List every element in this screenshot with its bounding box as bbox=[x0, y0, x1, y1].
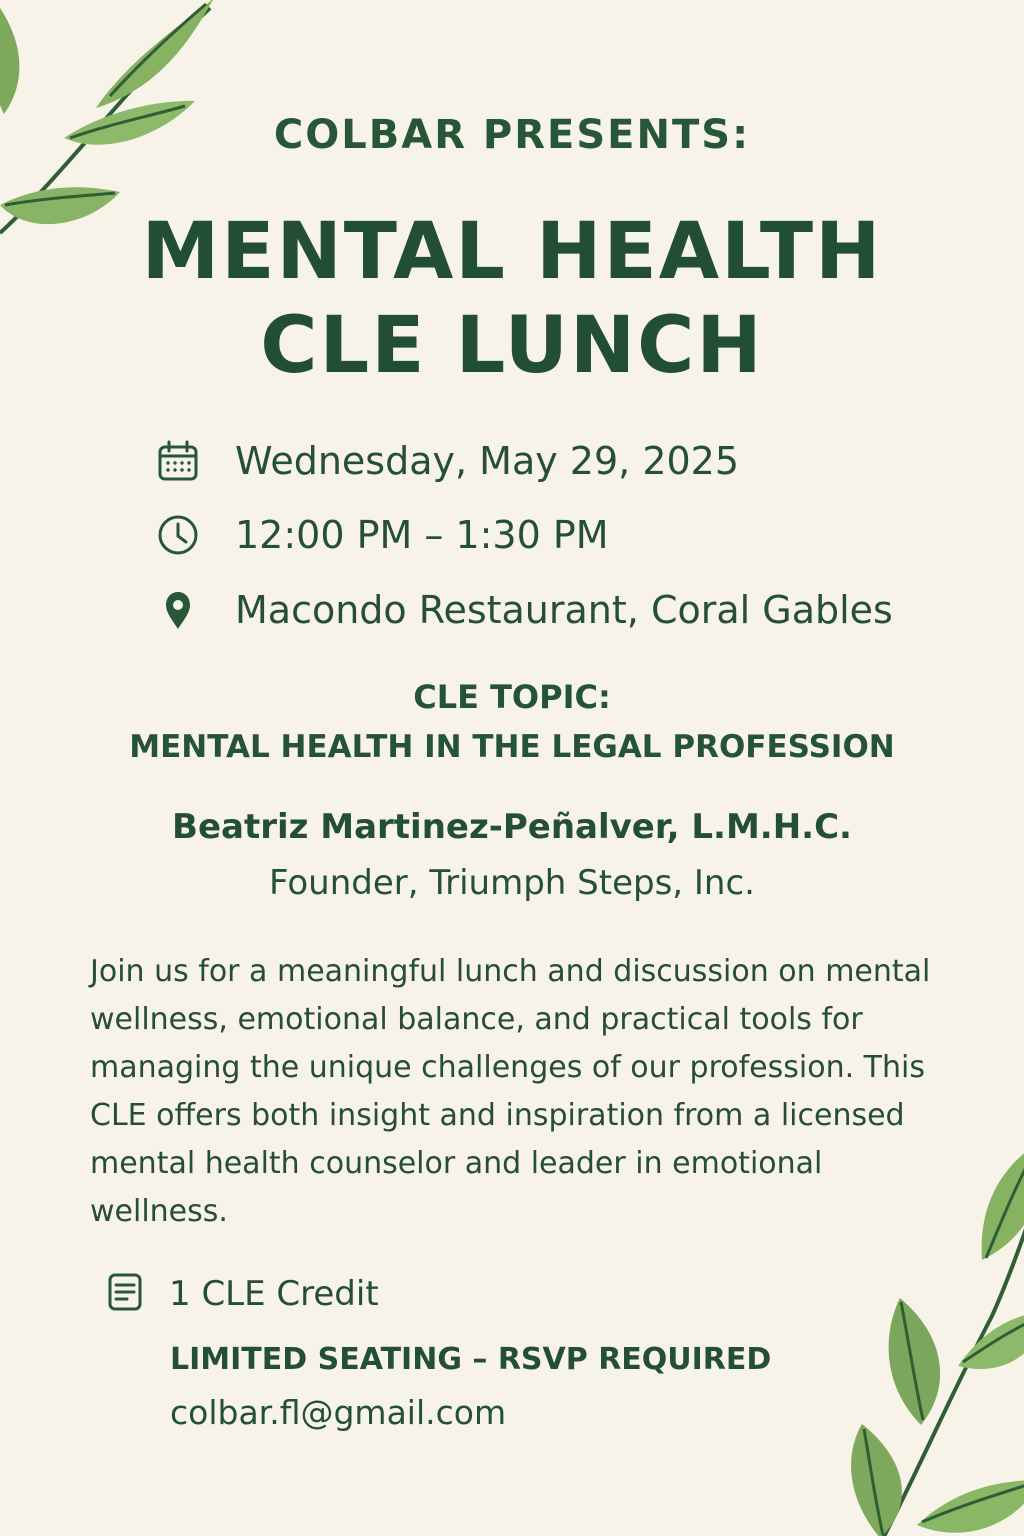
clock-icon bbox=[155, 512, 201, 558]
rsvp-label: LIMITED SEATING – RSVP REQUIRED bbox=[170, 1342, 772, 1377]
event-date: Wednesday, May 29, 2025 bbox=[235, 439, 740, 483]
speaker-name: Beatriz Martinez-Peñalver, L.M.H.C. bbox=[172, 807, 852, 847]
rsvp-email: colbar.fl@gmail.com bbox=[170, 1393, 507, 1432]
event-time: 12:00 PM – 1:30 PM bbox=[235, 513, 609, 557]
cle-credit: 1 CLE Credit bbox=[169, 1274, 379, 1314]
map-pin-icon bbox=[155, 587, 201, 633]
cle-topic-title: MENTAL HEALTH IN THE LEGAL PROFESSION bbox=[129, 729, 895, 765]
event-time-row bbox=[155, 509, 609, 561]
event-location: Macondo Restaurant, Coral Gables bbox=[235, 588, 893, 632]
calendar-icon bbox=[155, 438, 201, 484]
event-title-line-2: CLE LUNCH bbox=[260, 301, 764, 391]
event-title bbox=[0, 205, 1024, 393]
document-icon bbox=[105, 1272, 145, 1316]
speaker-role: Founder, Triumph Steps, Inc. bbox=[269, 863, 755, 903]
event-date-row bbox=[155, 435, 739, 487]
event-location-row bbox=[155, 584, 893, 636]
event-title-line-1: MENTAL HEALTH bbox=[141, 207, 883, 297]
event-description: Join us for a meaningful lunch and discussion on mental wellness, emotional balance, and practical tools for managing the unique challenges of our profession. This CLE offers both insight and inspiration from a licensed mental health counselor and leader in emotional wellness. bbox=[90, 954, 931, 1229]
cle-topic-label: CLE TOPIC: bbox=[413, 678, 611, 716]
cle-credit-row bbox=[105, 1272, 379, 1316]
presenter-heading: COLBAR PRESENTS: bbox=[273, 112, 751, 158]
